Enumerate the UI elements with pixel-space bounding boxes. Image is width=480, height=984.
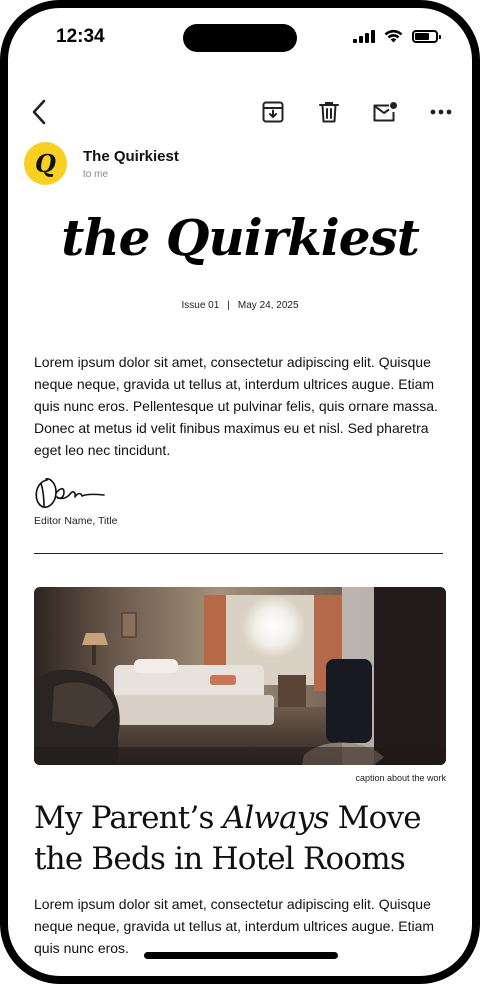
intro-paragraph: Lorem ipsum dolor sit amet, consectetur adipiscing elit. Quisque neque neque, gravida ut tellus at, interdum ultrices augue. Etiam quis nunc eros. Pellentesque ut pulvinar felis, quis ornare massa. Donec at metus id velit finibus maximus eu et nisl. Sed pharetra eget leo nec tincidunt. [34, 354, 438, 458]
article-headline [34, 798, 454, 880]
recipient-label[interactable]: to me [83, 169, 109, 180]
divider [34, 553, 443, 554]
email-toolbar [8, 92, 472, 132]
status-icons [353, 29, 438, 43]
issue-line [8, 300, 472, 311]
signature-image [34, 474, 106, 510]
archive-button[interactable] [258, 92, 288, 132]
more-icon [430, 109, 452, 115]
signal-icon [353, 30, 375, 43]
more-button[interactable] [426, 92, 456, 132]
status-bar [8, 8, 472, 68]
delete-button[interactable] [314, 92, 344, 132]
home-indicator[interactable] [144, 952, 338, 959]
separator: | [227, 300, 230, 311]
archive-icon [262, 101, 284, 123]
wifi-icon [384, 29, 403, 43]
newsletter-masthead: the Quirkiest [61, 208, 419, 267]
hotel-room-photo[interactable] [34, 587, 446, 765]
back-button[interactable] [24, 92, 54, 132]
mark-unread-button[interactable] [370, 92, 400, 132]
trash-icon [319, 101, 339, 123]
image-caption: caption about the work [355, 773, 446, 783]
issue-date: May 24, 2025 [237, 300, 299, 311]
headline-emphasis: Always [222, 800, 329, 836]
status-time: 12:34 [56, 26, 105, 47]
dynamic-island [183, 24, 297, 52]
avatar[interactable]: Q [24, 142, 67, 185]
article-body: Lorem ipsum dolor sit amet, consectetur adipiscing elit. Quisque neque neque, gravida ut tellus at, interdum ultrices augue. Etiam quis nunc eros. [34, 896, 435, 956]
headline-text-end: Move the Beds in Hotel Rooms [34, 800, 421, 877]
headline-text-start: My Parent’s [34, 800, 223, 836]
battery-icon [412, 30, 438, 43]
editor-name: Editor Name, Title [34, 515, 118, 527]
sender-name: The Quirkiest [83, 148, 179, 165]
issue-number: Issue 01 [181, 300, 220, 311]
back-icon [31, 99, 47, 125]
sender-row[interactable] [24, 142, 444, 192]
mark-unread-icon [372, 101, 398, 123]
